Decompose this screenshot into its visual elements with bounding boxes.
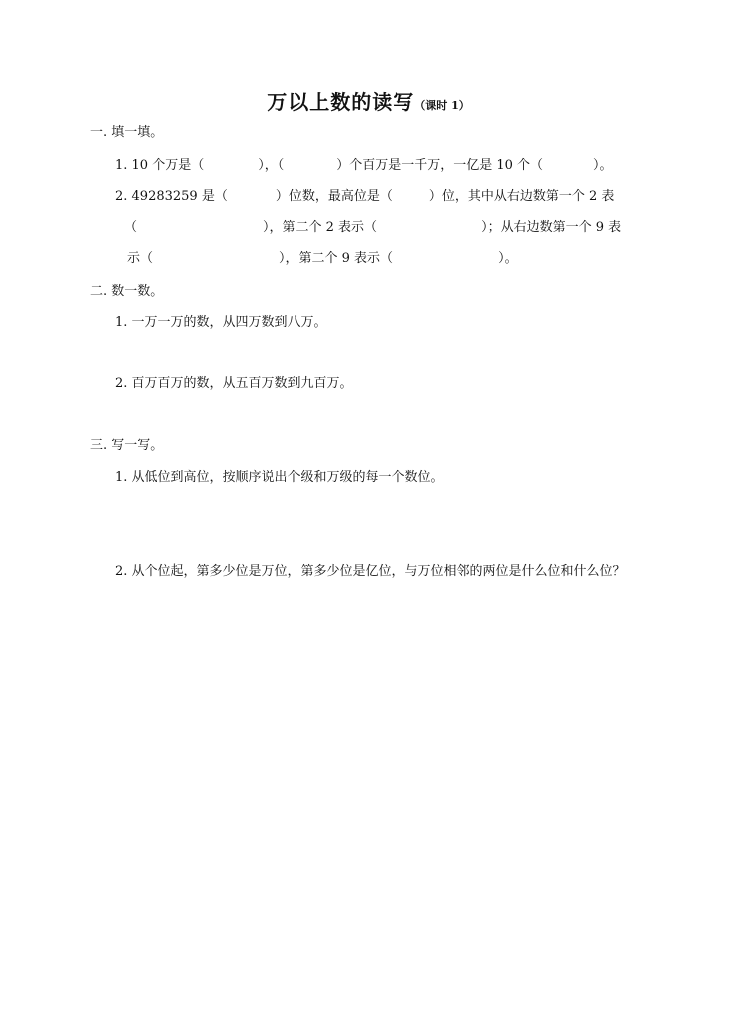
- section-1-question-2-line-3: [127, 250, 518, 268]
- q1-text-d: ）。: [593, 158, 613, 173]
- section-3-question-2: 2. 从个位起，第多少位是万位，第多少位是亿位，与万位相邻的两位是什么位和什么位？: [115, 564, 626, 579]
- title-subtitle: （课时 1）: [414, 99, 470, 112]
- q1-text-b: ），（: [258, 158, 285, 173]
- section-1-question-2-line-1: [115, 188, 614, 206]
- page-title: [0, 86, 737, 115]
- q2-line3-c: ）。: [498, 251, 518, 266]
- q2-line3-b: ），第二个 9 表示（: [279, 251, 394, 266]
- q2-line3-a: 示（: [127, 251, 154, 266]
- q2-line1-a: 2. 49283259 是（: [115, 189, 228, 204]
- section-2-question-2: 2. 百万百万的数，从五百万数到九百万。: [115, 376, 353, 391]
- section-1-heading: 一. 填一填。: [90, 125, 164, 140]
- section-3-question-1: 1. 从低位到高位，按顺序说出个级和万级的每一个数位。: [115, 470, 444, 485]
- q1-text-c: ）个百万是一千万，一亿是 10 个（: [336, 158, 544, 173]
- q1-text-a: 1. 10 个万是（: [115, 158, 205, 173]
- q2-line1-c: ）位，其中从右边数第一个 2 表: [428, 189, 615, 204]
- q2-line1-b: ）位数，最高位是（: [275, 189, 393, 204]
- section-2-heading: 二. 数一数。: [90, 284, 164, 299]
- q2-line2-b: ），第二个 2 表示（: [263, 220, 378, 235]
- section-1-question-2-line-2: [124, 219, 621, 237]
- title-main: 万以上数的读写: [267, 90, 415, 114]
- section-1-question-1: [115, 157, 613, 175]
- section-2-question-1: 1. 一万一万的数，从四万数到八万。: [115, 315, 327, 330]
- section-3-heading: 三. 写一写。: [90, 438, 164, 453]
- q2-line2-a: （: [124, 220, 138, 235]
- q2-line2-c: ）；从右边数第一个 9 表: [481, 220, 622, 235]
